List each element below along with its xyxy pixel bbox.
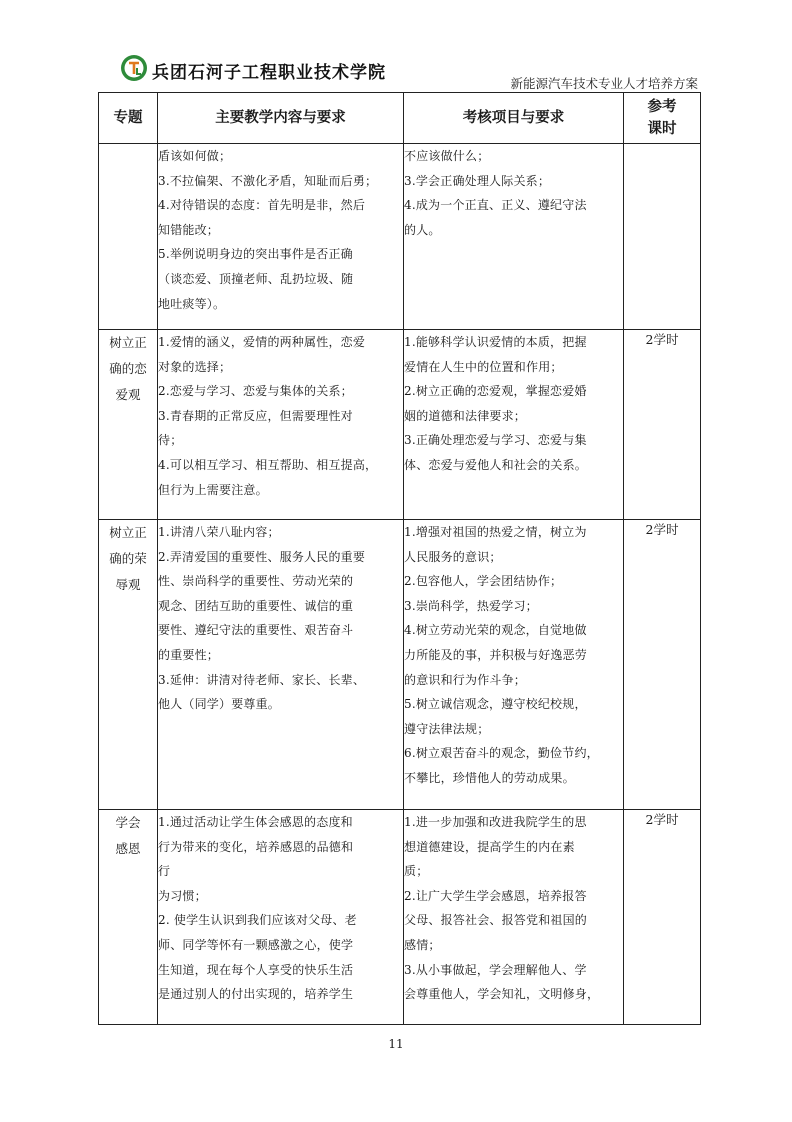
topic-cell <box>99 144 158 330</box>
content-line: 要性、遵纪守法的重要性、艰苦奋斗 <box>158 623 354 638</box>
content-line: 1.讲清八荣八耻内容； <box>158 525 280 539</box>
content-cell <box>158 520 404 810</box>
assessment-line: 2.树立正确的恋爱观，掌握恋爱婚 <box>404 384 587 399</box>
assessment-line: 遵守法律法规； <box>404 721 490 736</box>
hours-cell <box>624 144 701 330</box>
assessment-line: 体、恋爱与爱他人和社会的关系。 <box>404 457 588 472</box>
topic-cell <box>99 810 158 1025</box>
content-line: 他人（同学）要尊重。 <box>158 697 281 712</box>
content-line: 师、同学等怀有一颗感激之心，使学 <box>158 937 354 952</box>
content-line: 3.不拉偏架、不激化矛盾，知耻而后勇； <box>158 173 378 188</box>
content-line: 3.延伸：讲清对待老师、家长、长辈、 <box>158 672 366 687</box>
content-line: 1.通过活动让学生体会感恩的态度和 <box>158 815 353 829</box>
header-assessment: 考核项目与要求 <box>404 93 624 144</box>
table-row <box>99 810 701 1025</box>
content-line: 行 <box>158 864 171 879</box>
assessment-line: 6.树立艰苦奋斗的观念，勤俭节约， <box>404 746 599 761</box>
assessment-line: 2.让广大学生学会感恩，培养报答 <box>404 888 587 903</box>
assessment-line: 人民服务的意识； <box>404 549 502 564</box>
assessment-line: 会尊重他人，学会知礼，文明修身， <box>404 987 600 1002</box>
content-line: 但行为上需要注意。 <box>158 482 268 497</box>
assessment-line: 4.成为一个正直、正义、遵纪守法 <box>404 198 587 213</box>
content-line: 4.可以相互学习、相互帮助、相互提高， <box>158 457 378 472</box>
content-cell <box>158 144 404 330</box>
content-line: 4.对待错误的态度：首先明是非，然后 <box>158 198 366 213</box>
content-line: 2.恋爱与学习、恋爱与集体的关系； <box>158 384 353 399</box>
assessment-cell <box>404 810 624 1025</box>
hours-cell: 2学时 <box>624 330 701 520</box>
topic-cell <box>99 330 158 520</box>
table-row <box>99 144 701 330</box>
assessment-line: 3.崇尚科学，热爱学习； <box>404 598 538 613</box>
content-line: 是通过别人的付出实现的，培养学生 <box>158 987 354 1002</box>
assessment-line: 1.能够科学认识爱情的本质，把握 <box>404 335 587 349</box>
topic-line: 感恩 <box>115 841 141 856</box>
content-line: 对象的选择； <box>158 359 232 374</box>
topic-line: 树立正 <box>109 525 147 540</box>
assessment-cell <box>404 520 624 810</box>
table-header-row <box>99 93 701 144</box>
hours-cell: 2学时 <box>624 520 701 810</box>
header-topic: 专题 <box>99 93 158 144</box>
topic-line: 确的恋 <box>109 361 147 376</box>
assessment-line: 1.增强对祖国的热爱之情，树立为 <box>404 525 587 539</box>
assessment-line: 不应该做什么； <box>404 149 490 163</box>
assessment-line: 不攀比，珍惜他人的劳动成果。 <box>404 770 575 785</box>
topic-line: 树立正 <box>109 335 147 350</box>
content-line: 观念、团结互助的重要性、诚信的重 <box>158 598 354 613</box>
content-cell <box>158 330 404 520</box>
content-line: 2.弄清爱国的重要性、服务人民的重要 <box>158 549 366 564</box>
hours-cell: 2学时 <box>624 810 701 1025</box>
assessment-line: 的意识和行为作斗争； <box>404 672 527 687</box>
content-cell <box>158 810 404 1025</box>
assessment-line: 3.正确处理恋爱与学习、恋爱与集 <box>404 433 587 448</box>
header-hours: 参考 课时 <box>624 93 701 144</box>
content-line: 为习惯； <box>158 888 207 903</box>
content-line: 的重要性； <box>158 647 220 662</box>
school-name: 兵团石河子工程职业技术学院 <box>152 63 386 83</box>
assessment-line: 4.树立劳动光荣的观念，自觉地做 <box>404 623 587 638</box>
header-content: 主要教学内容与要求 <box>158 93 404 144</box>
assessment-line: 5.树立诚信观念，遵守校纪校规， <box>404 697 587 712</box>
assessment-line: 姻的道德和法律要求； <box>404 408 527 423</box>
topic-line: 学会 <box>115 815 141 830</box>
topic-line: 辱观 <box>115 577 141 592</box>
content-line: 地吐痰等）。 <box>158 296 226 311</box>
topic-cell <box>99 520 158 810</box>
school-logo-icon <box>120 54 148 82</box>
page-header <box>98 50 700 90</box>
content-line: （谈恋爱、顶撞老师、乱扔垃圾、随 <box>158 271 354 286</box>
assessment-line: 1.进一步加强和改进我院学生的思 <box>404 815 587 829</box>
assessment-line: 3.从小事做起，学会理解他人、学 <box>404 962 587 977</box>
assessment-line: 爱情在人生中的位置和作用； <box>404 359 563 374</box>
assessment-cell <box>404 144 624 330</box>
page-number: 11 <box>388 1037 404 1051</box>
document-title: 新能源汽车技术专业人才培养方案 <box>510 76 698 91</box>
assessment-line: 2.包容他人，学会团结协作； <box>404 574 563 589</box>
content-line: 性、崇尚科学的重要性、劳动光荣的 <box>158 574 354 589</box>
table-row <box>99 520 701 810</box>
assessment-line: 想道德建设，提高学生的内在素 <box>404 839 575 854</box>
assessment-line: 感情； <box>404 937 441 952</box>
assessment-line: 父母、报答社会、报答党和祖国的 <box>404 913 588 928</box>
assessment-line: 质； <box>404 864 429 879</box>
assessment-cell <box>404 330 624 520</box>
content-line: 3.青春期的正常反应，但需要理性对 <box>158 408 353 423</box>
content-line: 2. 使学生认识到我们应该对父母、老 <box>158 913 357 928</box>
content-line: 生知道，现在每个人享受的快乐生活 <box>158 962 354 977</box>
assessment-line: 力所能及的事，并积极与好逸恶劳 <box>404 647 588 662</box>
curriculum-table <box>98 92 701 1025</box>
topic-line: 确的荣 <box>109 551 147 566</box>
content-line: 知错能改； <box>158 222 220 237</box>
content-line: 1.爱情的涵义，爱情的两种属性，恋爱 <box>158 335 366 349</box>
content-line: 行为带来的变化，培养感恩的品德和 <box>158 839 354 854</box>
content-line: 待； <box>158 433 183 448</box>
table-row <box>99 330 701 520</box>
assessment-line: 3.学会正确处理人际关系； <box>404 173 551 188</box>
content-line: 盾该如何做； <box>158 149 232 163</box>
content-line: 5.举例说明身边的突出事件是否正确 <box>158 247 353 262</box>
assessment-line: 的人。 <box>404 222 441 237</box>
topic-line: 爱观 <box>115 387 141 402</box>
